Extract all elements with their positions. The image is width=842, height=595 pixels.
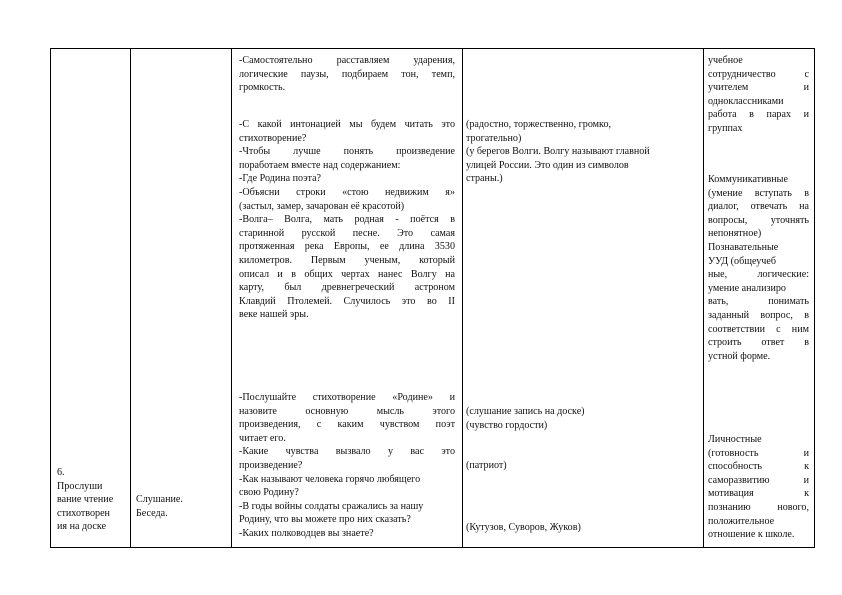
stage-cell [57, 466, 127, 534]
method-cell [136, 493, 226, 520]
teacher-line: произведения, с каким чувством поэт [239, 419, 455, 431]
student-block-1 [466, 118, 700, 186]
teacher-line: -С какой интонацией мы будем читать это [239, 119, 455, 130]
column-divider-2 [130, 48, 131, 548]
uud-line: ные, логические: [708, 269, 809, 281]
uud-line: непонятное) [708, 228, 762, 240]
student-line: (Кутузов, Суворов, Жуков) [466, 522, 581, 533]
method-line: Беседа. [136, 507, 168, 519]
column-divider-5 [703, 48, 704, 548]
uud-line: мотивация к [708, 488, 809, 500]
stage-line: ия на доске [57, 521, 107, 533]
uud-line: учебное [708, 55, 743, 66]
student-commanders [466, 521, 700, 535]
teacher-line: стихотворение? [239, 132, 307, 144]
teacher-line: -Послушайте стихотворение «Родине» и [239, 392, 455, 403]
column-divider-4 [462, 48, 463, 548]
teacher-block-2 [239, 118, 455, 322]
uud-line: одноклассниками [708, 95, 784, 107]
uud-line: Личностные [708, 434, 762, 445]
student-line: (слушание запись на доске) [466, 406, 585, 417]
teacher-line: описал и в общих чертах нанес Волгу на [239, 268, 455, 280]
uud-block-3 [708, 433, 809, 542]
uud-line: работа в парах и [708, 109, 809, 121]
stage-line: вание чтение [57, 494, 114, 506]
teacher-block-3 [239, 391, 455, 541]
teacher-line: -Как называют человека горячо любящего [239, 473, 421, 485]
teacher-line: логические паузы, подбираем тон, темп, [239, 68, 455, 80]
student-line: трогательно) [466, 132, 522, 144]
uud-block-1 [708, 54, 809, 136]
student-line: (у берегов Волги. Волгу называют главной [466, 146, 650, 158]
uud-line: умение анализиро [708, 282, 786, 294]
uud-line: диалог, отвечать на [708, 201, 809, 213]
student-line: (чувство гордости) [466, 419, 548, 431]
teacher-block-1 [239, 54, 455, 95]
uud-line: вопросы, уточнять [708, 214, 809, 226]
uud-block-2 [708, 173, 809, 363]
uud-line: сотрудничество с [708, 68, 809, 80]
teacher-line: читает его. [239, 432, 286, 444]
teacher-line: -Волга– Волга, мать родная - поётся в [239, 214, 455, 226]
uud-line: УУД (общеучеб [708, 255, 776, 267]
teacher-line: протяженная река Европы, ее длина 3530 [239, 241, 455, 253]
stage-line: стихотворен [57, 507, 110, 519]
teacher-line: -Объясни строки «стою недвижим я» [239, 186, 455, 198]
teacher-line: произведение? [239, 459, 303, 471]
uud-line: устной форме. [708, 350, 771, 362]
stage-line: Прослуши [57, 480, 103, 492]
uud-line: вать, понимать [708, 296, 809, 308]
uud-line: группах [708, 122, 743, 134]
uud-line: (умение вступать в [708, 187, 809, 199]
uud-line: положительное [708, 515, 775, 527]
teacher-line: -Где Родина поэта? [239, 173, 322, 185]
teacher-line: километров. Первым ученым, который [239, 254, 455, 266]
column-divider-6 [814, 48, 815, 548]
table-bottom-border [50, 547, 815, 548]
uud-line: познанию нового, [708, 501, 809, 513]
teacher-line: свою Родину? [239, 487, 299, 499]
teacher-line: поработаем вместе над содержанием: [239, 159, 401, 171]
stage-line: 6. [57, 467, 65, 478]
student-line: (радостно, торжественно, громко, [466, 119, 612, 130]
method-line: Слушание. [136, 494, 183, 505]
student-line: страны.) [466, 173, 503, 185]
teacher-line: -Чтобы лучше понять произведение [239, 146, 455, 158]
student-line: улицей России. Это один из символов [466, 159, 629, 171]
uud-line: соответствии с ним [708, 323, 809, 335]
uud-line: строить ответ в [708, 337, 809, 349]
uud-line: способность к [708, 461, 809, 473]
teacher-line: -В годы войны солдаты сражались за нашу [239, 500, 424, 512]
teacher-line: громкость. [239, 82, 286, 94]
student-block-2 [466, 405, 700, 432]
teacher-line: старинной русской песне. Это самая [239, 227, 455, 239]
student-patriot [466, 459, 700, 473]
uud-line: отношение к школе. [708, 529, 795, 541]
teacher-line: Клавдий Птолемей. Случилось это во II [239, 295, 455, 307]
uud-line: (готовность и [708, 447, 809, 459]
teacher-line: веке нашей эры. [239, 309, 309, 321]
teacher-line: (застыл, замер, зачарован её красотой) [239, 200, 405, 212]
teacher-line: -Какие чувства вызвало у вас это [239, 446, 455, 458]
teacher-line: -Самостоятельно расставляем ударения, [239, 55, 455, 66]
uud-line: Коммуникативные [708, 174, 788, 185]
teacher-line: Родину, что вы можете про них сказать? [239, 514, 411, 526]
uud-line: заданный вопрос, в [708, 309, 809, 321]
teacher-line: -Каких полководцев вы знаете? [239, 527, 374, 539]
teacher-line: назовите основную мысль этого [239, 405, 455, 417]
column-divider-1 [50, 48, 51, 548]
column-divider-3 [231, 48, 232, 548]
student-line: (патриот) [466, 460, 507, 471]
uud-line: Познавательные [708, 241, 779, 253]
uud-line: учителем и [708, 82, 809, 94]
teacher-line: карту, был древнегреческий астроном [239, 282, 455, 294]
uud-line: саморазвитию и [708, 474, 809, 486]
table-top-border [50, 48, 815, 49]
